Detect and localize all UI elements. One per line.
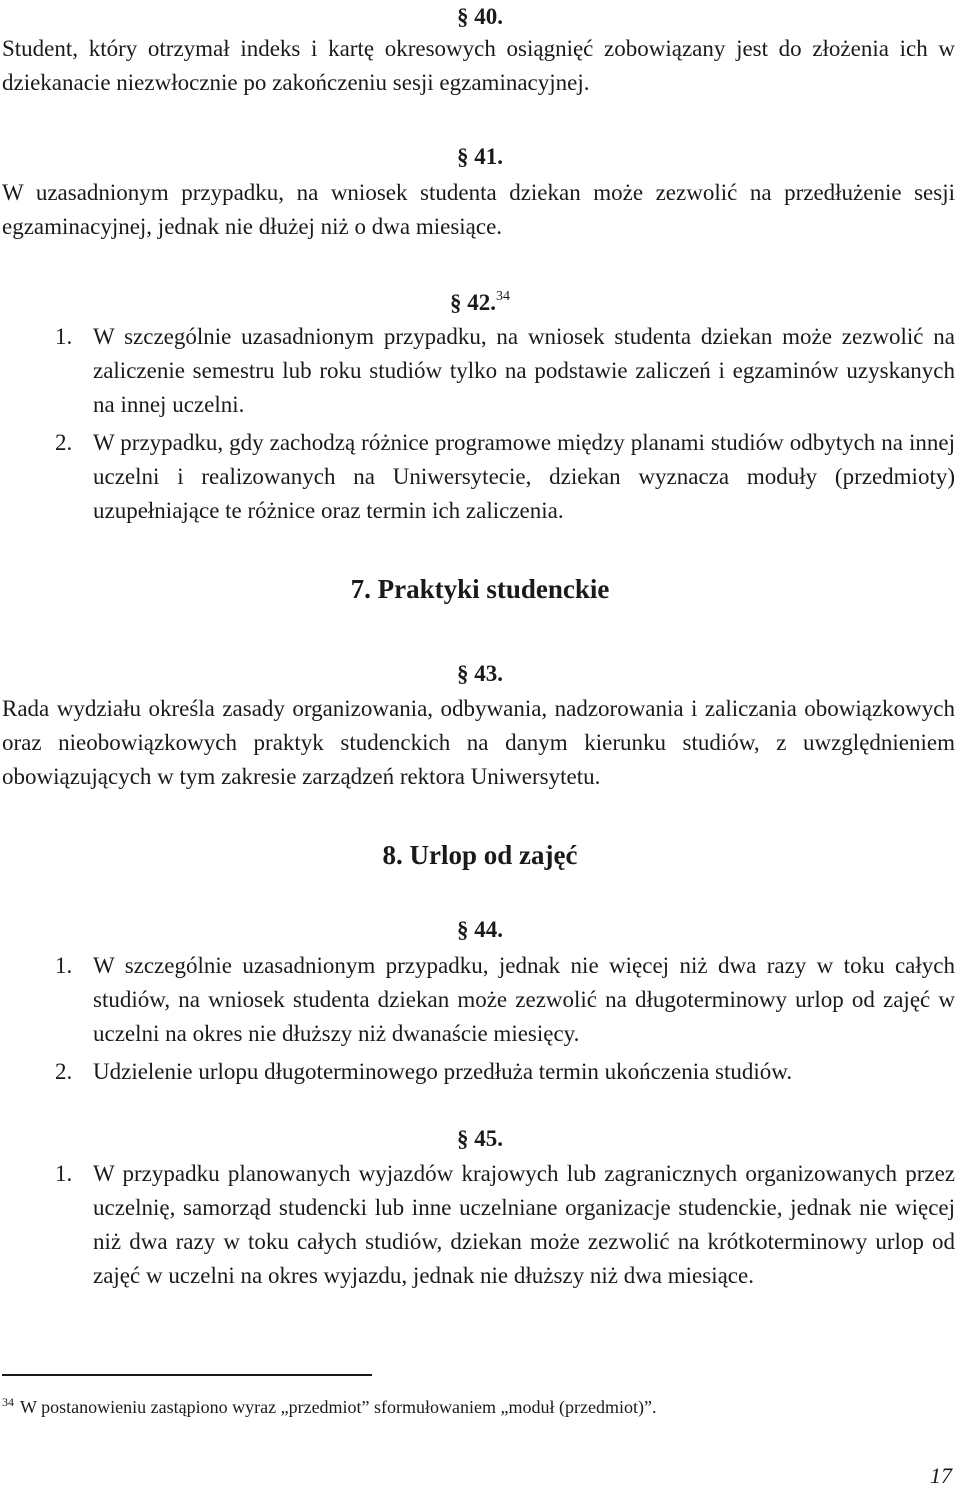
section-heading-44: § 44. (457, 917, 503, 942)
section-heading-40: § 40. (457, 4, 503, 29)
chapter-7-title: 7. Praktyki studenckie (350, 574, 610, 604)
section-44-item-2 (55, 1055, 955, 1089)
item-text: W szczególnie uzasadnionym przypadku, na wniosek studenta dziekan może zezwolić na zaliczenie semestru lub roku studiów tylko na podstawie zaliczeń i egzaminów uzyskanych na innej uczelni. (93, 324, 955, 417)
section-heading-41: § 41. (457, 144, 503, 169)
section-41-text: W uzasadnionym przypadku, na wniosek studenta dziekan może zezwolić na przedłużenie sesji egzaminacyjnej, jednak nie dłużej niż o dwa miesiące. (2, 180, 955, 239)
item-number: 1. (55, 324, 73, 349)
footnote-text: W postanowieniu zastąpiono wyraz „przedmiot” sformułowaniem „moduł (przedmiot)”. (20, 1397, 657, 1417)
section-45-item-1 (55, 1157, 955, 1293)
section-43-text: Rada wydziału określa zasady organizowania, odbywania, nadzorowania i zaliczania obowiązkowych oraz nieobowiązkowych praktyk studenckich na danym kierunku studiów, z uwzględnieniem obowiązujących w tym zakresie zarządzeń rektora Uniwersytetu. (2, 696, 955, 789)
item-number: 2. (55, 1059, 73, 1084)
section-44-item-1 (55, 949, 955, 1051)
item-text: W przypadku, gdy zachodzą różnice programowe między planami studiów odbytych na innej uczelni i realizowanych na Uniwersytecie, dziekan wyznacza moduły (przedmioty) uzupełniające te różnice oraz termin ich zaliczenia. (93, 430, 955, 523)
item-text: W przypadku planowanych wyjazdów krajowych lub zagranicznych organizowanych przez uczelnię, samorząd studencki lub inne uczelniane organizacje studenckie, jednak nie więcej niż dwa razy w toku całych studiów, dziekan może zezwolić na krótkoterminowy urlop od zajęć w uczelni na okres wyjazdu, jednak nie dłuższy niż dwa miesiące. (93, 1161, 955, 1288)
item-number: 2. (55, 430, 73, 455)
item-number: 1. (55, 1161, 73, 1186)
item-text: Udzielenie urlopu długoterminowego przedłuża termin ukończenia studiów. (93, 1059, 793, 1084)
footnote (2, 1390, 942, 1419)
footnote-reference: 34 (496, 289, 510, 304)
footnote-mark: 34 (2, 1395, 14, 1409)
section-heading-42-label: § 42. (450, 290, 496, 315)
section-42-item-2 (55, 426, 955, 528)
section-42-item-1 (55, 320, 955, 422)
item-number: 1. (55, 953, 73, 978)
section-heading-45: § 45. (457, 1126, 503, 1151)
item-text: W szczególnie uzasadnionym przypadku, jednak nie więcej niż dwa razy w toku całych studiów, na wniosek studenta dziekan może zezwolić na długoterminowy urlop od zajęć w uczelni na okres nie dłuższy niż dwanaście miesięcy. (93, 953, 955, 1046)
page-number: 17 (930, 1463, 952, 1488)
section-heading-42 (0, 282, 960, 318)
section-40-text: Student, który otrzymał indeks i kartę okresowych osiągnięć zobowiązany jest do złożenia ich w dziekanacie niezwłocznie po zakończeniu sesji egzaminacyjnej. (2, 36, 955, 95)
chapter-8-title: 8. Urlop od zajęć (382, 840, 578, 870)
footnote-separator (2, 1374, 372, 1376)
section-heading-43: § 43. (457, 661, 503, 686)
